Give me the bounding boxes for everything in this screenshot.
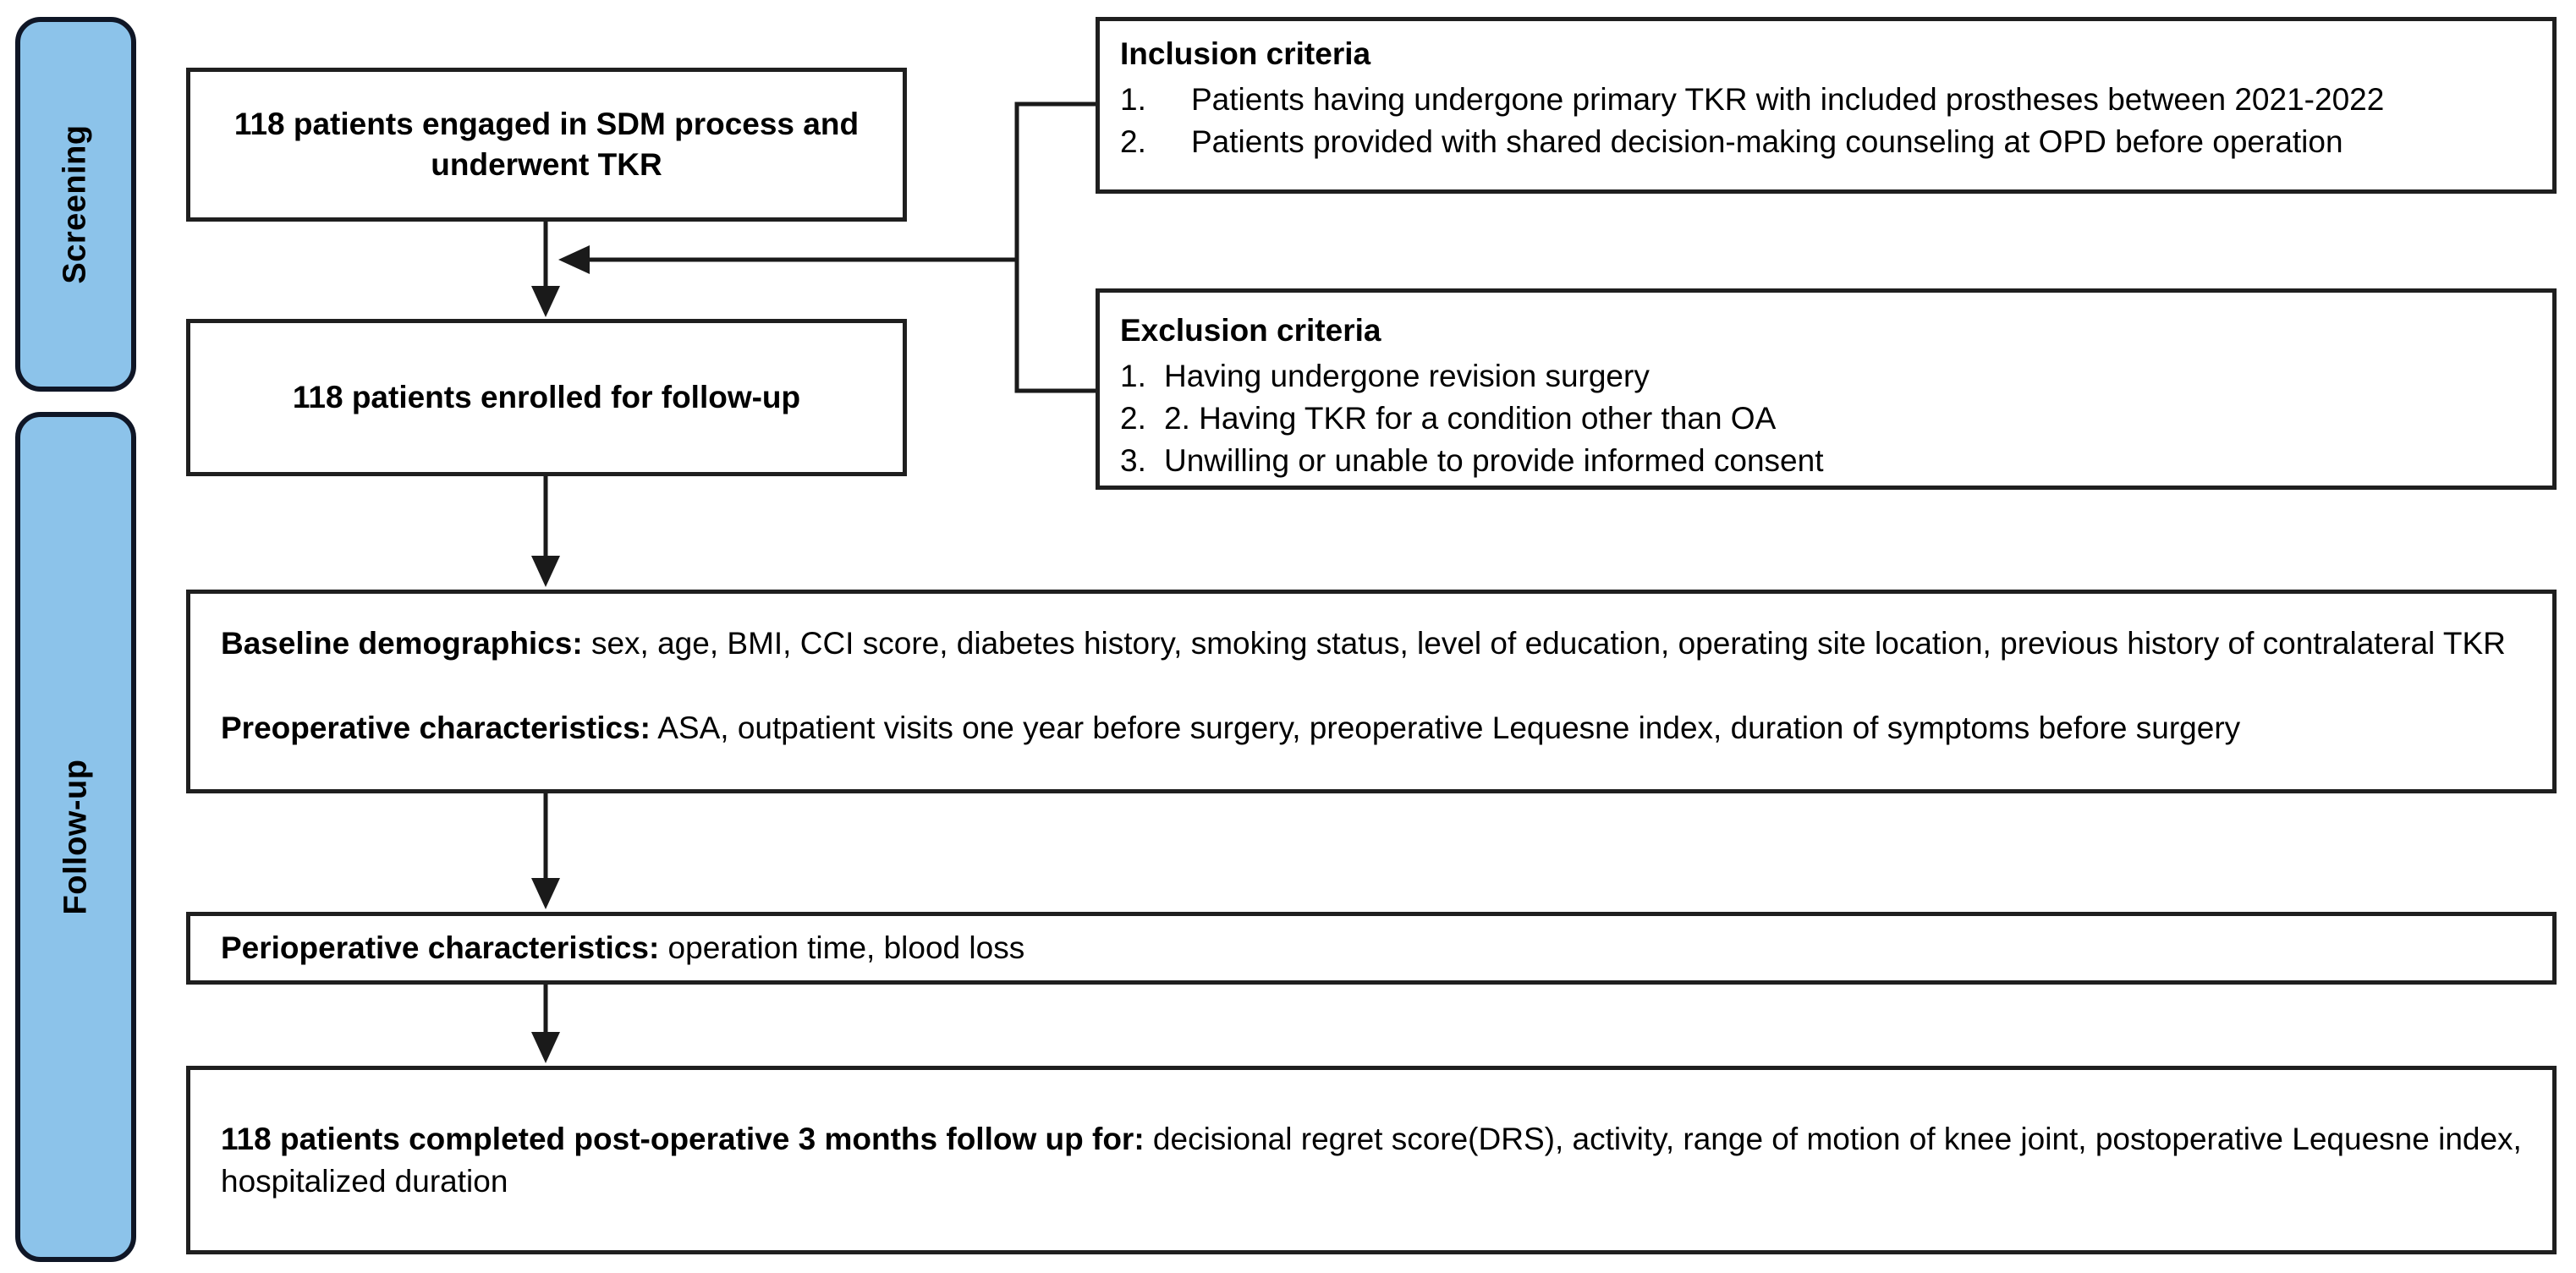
box-patients-engaged-sdm-text: 118 patients engaged in SDM process and underwent TKR: [233, 107, 860, 182]
criteria-bracket: [1017, 104, 1096, 391]
arrow-engaged-to-enrolled: [531, 222, 560, 317]
baseline-demographics-paragraph: [221, 623, 2522, 665]
exclusion-item-3: [1120, 440, 2532, 482]
arrow-enrolled-to-baseline: [531, 475, 560, 587]
inclusion-item-2: [1120, 121, 2532, 163]
preoperative-characteristics-lead: Preoperative characteristics:: [221, 711, 651, 745]
perioperative-lead: Perioperative characteristics:: [221, 930, 660, 965]
phase-followup-text: Follow-up: [58, 759, 94, 915]
exclusion-item-2: [1120, 398, 2532, 440]
preoperative-characteristics-paragraph: [221, 707, 2522, 749]
arrow-perioperative-to-final: [531, 984, 560, 1063]
box-patients-enrolled: [186, 319, 907, 476]
exclusion-item-1: [1120, 355, 2532, 398]
baseline-demographics-body: sex, age, BMI, CCI score, diabetes history, smoking status, level of education, operating site location, previous history of contralateral TKR: [582, 626, 2506, 661]
box-inclusion-criteria: [1096, 17, 2557, 194]
arrow-baseline-to-perioperative: [531, 793, 560, 909]
inclusion-item-1: [1120, 79, 2532, 121]
inclusion-criteria-title: Inclusion criteria: [1120, 36, 1371, 71]
perioperative-body: operation time, blood loss: [659, 930, 1025, 965]
arrow-criteria-to-flow: [558, 245, 1017, 274]
phase-screening-text: Screening: [58, 124, 94, 284]
exclusion-criteria-title: Exclusion criteria: [1120, 313, 1381, 348]
box-baseline-preoperative: [186, 590, 2557, 793]
perioperative-paragraph: [221, 927, 1024, 969]
preoperative-characteristics-body: ASA, outpatient visits one year before surgery, preoperative Lequesne index, duration of symptoms before surgery: [651, 711, 2241, 745]
exclusion-item-2-text: 2. Having TKR for a condition other than OA: [1164, 401, 1777, 436]
box-patients-engaged-sdm: [186, 68, 907, 222]
followup-completed-body: decisional regret score(DRS), activity, range of motion of knee joint, postoperative Lequesne index, hospitalized duration: [221, 1121, 2522, 1199]
followup-completed-paragraph: [221, 1118, 2522, 1203]
baseline-demographics-lead: Baseline demographics:: [221, 626, 583, 661]
inclusion-item-1-number: 1.: [1120, 82, 1146, 117]
box-followup-completed: [186, 1066, 2557, 1254]
exclusion-item-2-number: 2.: [1120, 401, 1146, 436]
phase-label-followup: [15, 412, 136, 1262]
exclusion-item-1-number: 1.: [1120, 359, 1146, 393]
box-perioperative-characteristics: [186, 912, 2557, 985]
box-exclusion-criteria: [1096, 288, 2557, 490]
exclusion-item-1-text: Having undergone revision surgery: [1164, 359, 1650, 393]
box-patients-enrolled-text: 118 patients enrolled for follow-up: [292, 380, 801, 414]
phase-label-screening: [15, 17, 136, 392]
exclusion-item-3-number: 3.: [1120, 443, 1146, 478]
exclusion-item-3-text: Unwilling or unable to provide informed consent: [1164, 443, 1824, 478]
followup-completed-lead: 118 patients completed post-operative 3 months follow up for:: [221, 1121, 1145, 1156]
inclusion-item-2-number: 2.: [1120, 124, 1146, 159]
inclusion-item-1-text: Patients having undergone primary TKR with included prostheses between 2021-2022: [1191, 82, 2385, 117]
inclusion-item-2-text: Patients provided with shared decision-making counseling at OPD before operation: [1191, 124, 2343, 159]
